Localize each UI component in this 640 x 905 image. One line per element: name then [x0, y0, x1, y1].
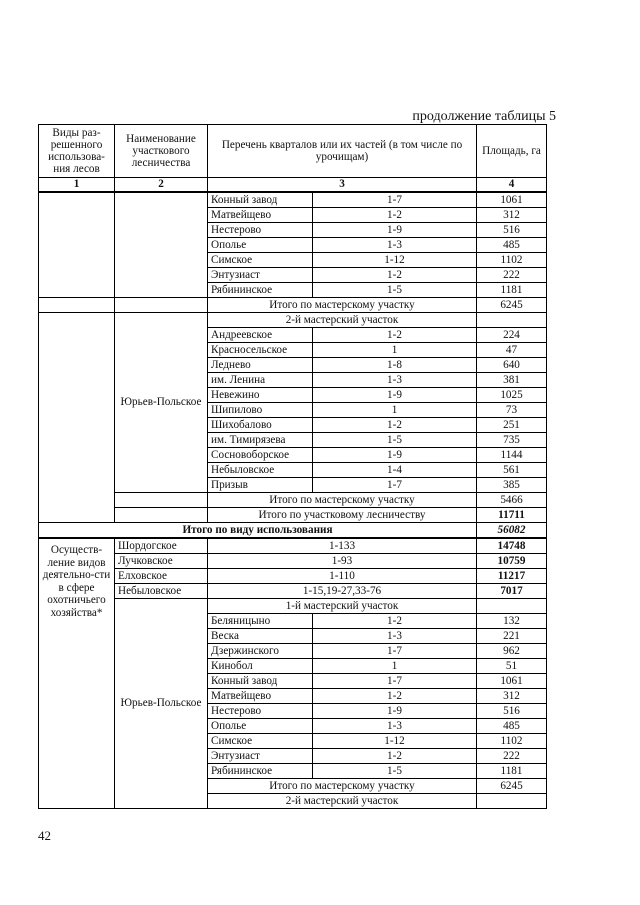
quarters: 1-110 — [208, 569, 477, 584]
quarters: 1-2 — [313, 328, 477, 343]
forest-table — [38, 124, 547, 809]
area: 1181 — [477, 283, 547, 298]
tract-name: Дзержинского — [208, 644, 313, 659]
subtotal-label: Итого по мастерскому участку — [208, 493, 477, 508]
header-quarters: Перечень кварталов или их частей (в том числе по урочищам) — [208, 125, 477, 178]
subtotal-label: Итого по мастерскому участку — [208, 298, 477, 313]
tract-name: Конный завод — [208, 192, 313, 208]
area: 485 — [477, 719, 547, 734]
quarters: 1-9 — [313, 223, 477, 238]
tract-name: Энтузиаст — [208, 749, 313, 764]
area: 516 — [477, 704, 547, 719]
tract-name: Конный завод — [208, 674, 313, 689]
subsection-row — [39, 313, 547, 328]
use-type-cell — [39, 192, 115, 298]
tract-name: Симское — [208, 734, 313, 749]
column-number: 2 — [115, 178, 208, 193]
tract-name: Симское — [208, 253, 313, 268]
district-name: Шордогское — [115, 538, 208, 554]
area: 561 — [477, 463, 547, 478]
area: 47 — [477, 343, 547, 358]
area: 7017 — [477, 584, 547, 599]
tract-name: Шипилово — [208, 403, 313, 418]
area: 735 — [477, 433, 547, 448]
header-row — [39, 125, 547, 178]
area: 1181 — [477, 764, 547, 779]
area: 640 — [477, 358, 547, 373]
area: 1025 — [477, 388, 547, 403]
table-row — [39, 584, 547, 599]
area: 1061 — [477, 192, 547, 208]
continuation-label: продолжение таблицы 5 — [412, 109, 556, 124]
area — [477, 794, 547, 809]
tract-name: Андреевское — [208, 328, 313, 343]
area — [477, 599, 547, 614]
tract-name: Нестерово — [208, 704, 313, 719]
header-district: Наименование участкового лесничества — [115, 125, 208, 178]
area: 962 — [477, 644, 547, 659]
hunting-use-type: Осуществ-ление видов деятельно-сти в сфере охотничьего хозяйства* — [39, 538, 115, 809]
column-number: 3 — [208, 178, 477, 193]
area: 14748 — [477, 538, 547, 554]
area: 385 — [477, 478, 547, 493]
subtotal-row — [39, 298, 547, 313]
use-total-label: Итого по виду использования — [39, 523, 477, 539]
area: 312 — [477, 208, 547, 223]
area: 251 — [477, 418, 547, 433]
district-total-area: 11711 — [477, 508, 547, 523]
tract-name: Нестерово — [208, 223, 313, 238]
quarters: 1-5 — [313, 764, 477, 779]
quarters: 1 — [313, 403, 477, 418]
quarters: 1-4 — [313, 463, 477, 478]
header-area: Площадь, га — [477, 125, 547, 178]
tract-name: Ополье — [208, 719, 313, 734]
area: 222 — [477, 749, 547, 764]
area: 222 — [477, 268, 547, 283]
subsection-title: 2-й мастерский участок — [208, 794, 477, 809]
tract-name: Рябининское — [208, 764, 313, 779]
tract-name: Шихобалово — [208, 418, 313, 433]
district-name: Лучковское — [115, 554, 208, 569]
area: 221 — [477, 629, 547, 644]
use-total-row — [39, 523, 547, 539]
tract-name: Беляницыно — [208, 614, 313, 629]
district-cell — [115, 493, 208, 508]
tract-name: им. Тимирязева — [208, 433, 313, 448]
table-row — [39, 192, 547, 208]
quarters: 1-9 — [313, 448, 477, 463]
table-body — [39, 125, 547, 809]
subsection-title: 1-й мастерский участок — [208, 599, 477, 614]
area: 485 — [477, 238, 547, 253]
subtotal-row — [39, 493, 547, 508]
quarters: 1-2 — [313, 689, 477, 704]
area: 1102 — [477, 734, 547, 749]
quarters: 1-5 — [313, 433, 477, 448]
quarters: 1-2 — [313, 614, 477, 629]
area: 1102 — [477, 253, 547, 268]
subtotal-area: 6245 — [477, 779, 547, 794]
area: 1144 — [477, 448, 547, 463]
quarters: 1-2 — [313, 268, 477, 283]
area: 381 — [477, 373, 547, 388]
subtotal-label: Итого по мастерскому участку — [208, 779, 477, 794]
quarters: 1-12 — [313, 734, 477, 749]
quarters: 1-7 — [313, 192, 477, 208]
quarters: 1-7 — [313, 478, 477, 493]
district-name: Юрьев-Польское — [115, 599, 208, 809]
tract-name: им. Ленина — [208, 373, 313, 388]
tract-name: Невежино — [208, 388, 313, 403]
area — [477, 313, 547, 328]
column-number: 4 — [477, 178, 547, 193]
district-name: Юрьев-Польское — [115, 313, 208, 493]
quarters: 1-2 — [313, 749, 477, 764]
area: 51 — [477, 659, 547, 674]
tract-name: Леднево — [208, 358, 313, 373]
column-number-row — [39, 178, 547, 193]
district-name: Небыловское — [115, 584, 208, 599]
quarters: 1-9 — [313, 704, 477, 719]
area: 11217 — [477, 569, 547, 584]
use-type-cell — [39, 298, 115, 313]
tract-name: Красносельское — [208, 343, 313, 358]
table-row — [39, 538, 547, 554]
use-total-area: 56082 — [477, 523, 547, 539]
quarters: 1-2 — [313, 418, 477, 433]
quarters: 1-133 — [208, 538, 477, 554]
quarters: 1-5 — [313, 283, 477, 298]
area: 224 — [477, 328, 547, 343]
tract-name: Кинобол — [208, 659, 313, 674]
quarters: 1-9 — [313, 388, 477, 403]
quarters: 1-3 — [313, 629, 477, 644]
subtotal-area: 6245 — [477, 298, 547, 313]
header-use-type: Виды раз-решенного использова-ния лесов — [39, 125, 115, 178]
tract-name: Призыв — [208, 478, 313, 493]
tract-name: Сосновоборское — [208, 448, 313, 463]
quarters: 1-3 — [313, 238, 477, 253]
quarters: 1-15,19-27,33-76 — [208, 584, 477, 599]
area: 132 — [477, 614, 547, 629]
district-cell — [115, 192, 208, 298]
quarters: 1-7 — [313, 674, 477, 689]
district-name: Елховское — [115, 569, 208, 584]
quarters: 1-2 — [313, 208, 477, 223]
quarters: 1-93 — [208, 554, 477, 569]
area: 10759 — [477, 554, 547, 569]
tract-name: Ополье — [208, 238, 313, 253]
tract-name: Матвейщево — [208, 208, 313, 223]
use-type-cell — [39, 313, 115, 523]
tract-name: Матвейщево — [208, 689, 313, 704]
area: 1061 — [477, 674, 547, 689]
tract-name: Энтузиаст — [208, 268, 313, 283]
table-row — [39, 554, 547, 569]
district-total-row — [39, 508, 547, 523]
district-cell — [115, 298, 208, 313]
quarters: 1 — [313, 343, 477, 358]
tract-name: Веска — [208, 629, 313, 644]
quarters: 1-12 — [313, 253, 477, 268]
district-cell — [115, 508, 208, 523]
quarters: 1-8 — [313, 358, 477, 373]
quarters: 1-3 — [313, 373, 477, 388]
subsection-title: 2-й мастерский участок — [208, 313, 477, 328]
page-number: 42 — [38, 828, 51, 843]
district-total-label: Итого по участковому лесничеству — [208, 508, 477, 523]
area: 312 — [477, 689, 547, 704]
quarters: 1 — [313, 659, 477, 674]
quarters: 1-7 — [313, 644, 477, 659]
area: 73 — [477, 403, 547, 418]
subsection-row — [39, 599, 547, 614]
column-number: 1 — [39, 178, 115, 193]
table-row — [39, 569, 547, 584]
quarters: 1-3 — [313, 719, 477, 734]
tract-name: Небыловское — [208, 463, 313, 478]
subtotal-area: 5466 — [477, 493, 547, 508]
area: 516 — [477, 223, 547, 238]
tract-name: Рябининское — [208, 283, 313, 298]
